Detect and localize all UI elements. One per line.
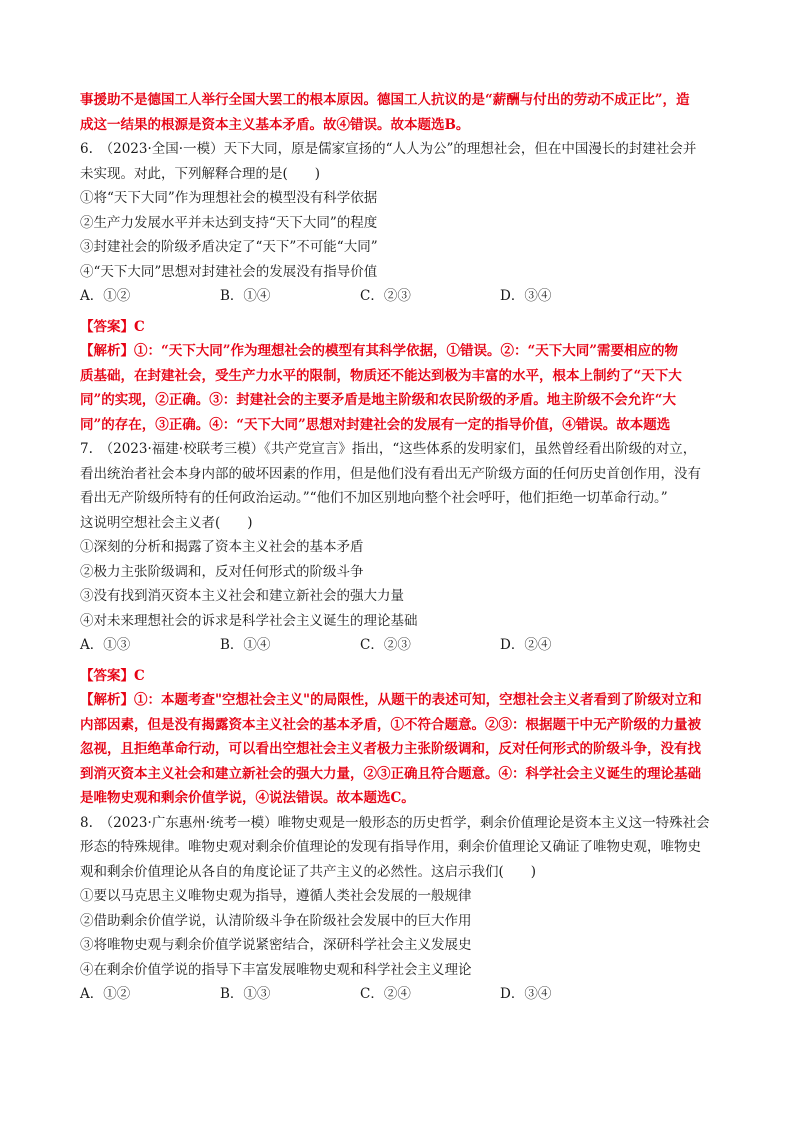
q8-option-c: C．②④ bbox=[360, 986, 411, 1002]
q6-analysis-line: 同”的实现，②正确。③：封建社会的主要矛盾是地主阶级和农民阶级的矛盾。地主阶级不会允许“大 bbox=[80, 392, 677, 408]
q8-statement: ②借助剩余价值学说，认清阶级斗争在阶级社会发展中的巨大作用 bbox=[80, 912, 472, 929]
q7-stem-line: 看出统治者社会本身内部的破坏因素的作用，但是他们没有看出无产阶级方面的任何历史首创作用，没有 bbox=[80, 465, 701, 482]
q7-analysis-line: 内部因素，但是没有揭露资本主义社会的基本矛盾，①不符合题意。②③：根据题干中无产阶级的力量被 bbox=[80, 716, 701, 733]
q6-analysis-line: 【解析】①：“天下大同”作为理想社会的模型有其科学依据，①错误。②：“天下大同”需要相应的物 bbox=[80, 343, 679, 359]
q8-options bbox=[80, 982, 720, 1007]
q7-statement: ②极力主张阶级调和，反对任何形式的阶级斗争 bbox=[80, 563, 364, 580]
q6-analysis-line: 同”的存在，③正确。④：“天下大同”思想对封建社会的发展有一定的指导价值，④错误。故本题选 bbox=[80, 416, 671, 433]
q6-option-b: B．①④ bbox=[220, 288, 271, 304]
q6-stem-line: 6. （2023·全国·一模）天下大同，原是儒家宣扬的“人人为公”的理想社会，但在中国漫长的封建社会并 bbox=[80, 141, 697, 157]
q7-analysis-line: 【解析】①：本题考查"空想社会主义"的局限性，从题干的表述可知，空想社会主义者看到了阶级对立和 bbox=[80, 692, 702, 708]
q6-statement: ④“天下大同”思想对封建社会的发展没有指导价值 bbox=[80, 263, 378, 280]
q7-statement: ①深刻的分析和揭露了资本主义社会的基本矛盾 bbox=[80, 539, 364, 555]
prev-analysis-line: 成这一结果的根源是资本主义基本矛盾。故④错误。故本题选B。 bbox=[80, 116, 470, 133]
q6-statement: ①将“天下大同”作为理想社会的模型没有科学依据 bbox=[80, 190, 378, 206]
q6-options bbox=[80, 284, 720, 309]
q6-statement: ③封建社会的阶级矛盾决定了“天下”不可能“大同” bbox=[80, 239, 378, 255]
q6-statement: ②生产力发展水平并未达到支持“天下大同”的程度 bbox=[80, 214, 378, 231]
q6-option-a: A．①② bbox=[80, 288, 131, 304]
q8-option-b: B．①③ bbox=[220, 986, 271, 1002]
q7-answer: 【答案】C bbox=[80, 667, 145, 684]
q6-stem-line: 未实现。对此，下列解释合理的是( ) bbox=[80, 165, 321, 182]
q7-stem-line: 这说明空想社会主义者( ) bbox=[80, 514, 253, 531]
q7-option-b: B．①④ bbox=[220, 637, 271, 653]
q6-option-d: D．③④ bbox=[500, 288, 552, 304]
q6-answer: 【答案】C bbox=[80, 318, 145, 335]
q8-statement: ③将唯物史观与剩余价值学说紧密结合，深研科学社会主义发展史 bbox=[80, 937, 472, 953]
q8-stem-line: 8. （2023·广东惠州·统考一模）唯物史观是一般形态的历史哲学，剩余价值理论是资本主义这一特殊社会 bbox=[80, 814, 710, 831]
q7-analysis-line: 到消灭资本主义社会和建立新社会的强大力量，②③正确且符合题意。④：科学社会主义诞生的理论基础 bbox=[80, 765, 701, 782]
q7-option-d: D．②④ bbox=[500, 637, 552, 653]
q7-option-c: C．②③ bbox=[360, 637, 411, 653]
q8-stem-line: 形态的特殊规律。唯物史观对剩余价值理论的发现有指导作用，剩余价值理论又确证了唯物史观，唯物史 bbox=[80, 839, 701, 855]
q6-option-c: C．②③ bbox=[360, 288, 411, 304]
q7-analysis-line: 是唯物史观和剩余价值学说，④说法错误。故本题选C。 bbox=[80, 790, 415, 806]
prev-analysis-line: 事援助不是德国工人举行全国大罢工的根本原因。德国工人抗议的是“薪酬与付出的劳动不成正比”，造 bbox=[80, 92, 690, 108]
q8-stem-line: 观和剩余价值理论从各自的角度论证了共产主义的必然性。这启示我们( ) bbox=[80, 863, 537, 880]
q7-stem-line: 看出无产阶级所特有的任何政治运动。”“他们不加区别地向整个社会呼吁，他们拒绝一切革命行动。” bbox=[80, 490, 668, 506]
q8-statement: ①要以马克思主义唯物史观为指导，遵循人类社会发展的一般规律 bbox=[80, 888, 472, 904]
q7-option-a: A．①③ bbox=[80, 637, 131, 653]
q7-statement: ③没有找到消灭资本主义社会和建立新社会的强大力量 bbox=[80, 588, 404, 604]
document-page bbox=[80, 88, 720, 1007]
q6-analysis-line: 质基础，在封建社会，受生产力水平的限制，物质还不能达到极为丰富的水平，根本上制约了“天下大 bbox=[80, 367, 682, 384]
q7-statement: ④对未来理想社会的诉求是科学社会主义诞生的理论基础 bbox=[80, 612, 418, 629]
q8-statement: ④在剩余价值学说的指导下丰富发展唯物史观和科学社会主义理论 bbox=[80, 961, 472, 978]
q8-option-d: D．③④ bbox=[500, 986, 552, 1002]
q8-option-a: A．①② bbox=[80, 986, 131, 1002]
q7-options bbox=[80, 633, 720, 658]
q7-stem-line: 7. （2023·福建·校联考三模）《共产党宣言》指出，“这些体系的发明家们，虽然曾经看出阶级的对立， bbox=[80, 441, 697, 457]
q7-analysis-line: 忽视，且拒绝革命行动，可以看出空想社会主义者极力主张阶级调和，反对任何形式的阶级斗争，没有找 bbox=[80, 741, 701, 757]
